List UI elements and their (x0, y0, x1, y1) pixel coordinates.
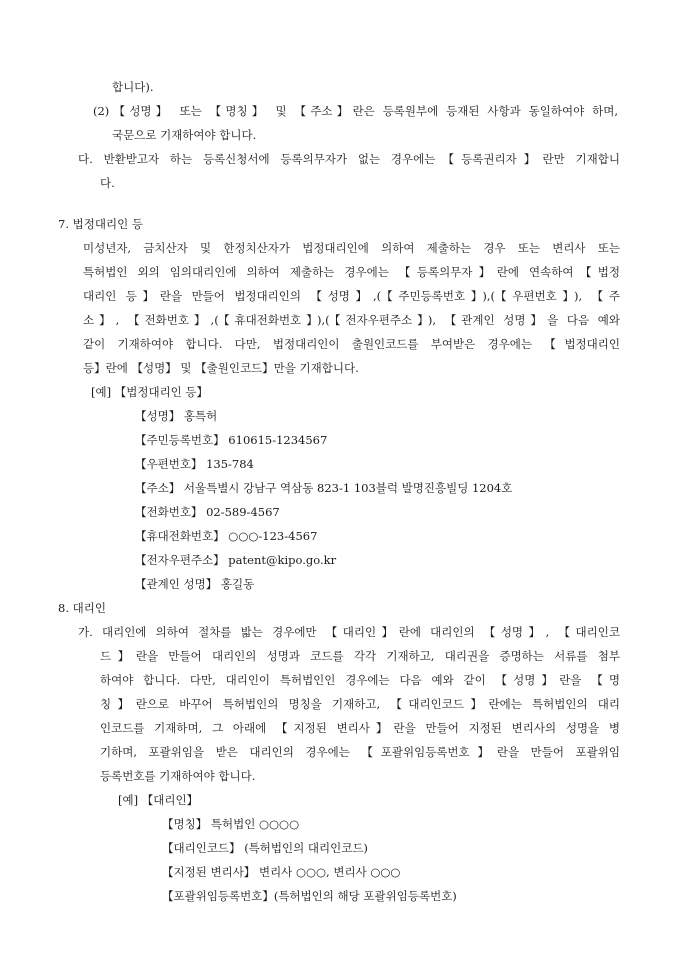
text-line: 등록번호를 기재하여야 합니다. (100, 769, 256, 783)
text-line: 합니다). (112, 80, 154, 94)
example-item: 【관계인 성명】 홍길동 (135, 577, 255, 591)
example-item: 【대리인코드】 (특허법인의 대리인코드) (162, 841, 368, 855)
text-line: 하여야 합니다. 다만, 대리인이 특허법인인 경우에는 다음 예와 같이 【성명】란을 【명 (100, 673, 620, 687)
example-item: 【휴대전화번호】 ○○○-123-4567 (135, 529, 318, 543)
text-line: 인코드를 기재하며, 그 아래에 【지정된 변리사】란을 만들어 지정된 변리사의 성명을 병 (100, 721, 620, 735)
text-line: 다. (100, 176, 115, 190)
section-heading: 7. 법정대리인 등 (58, 217, 143, 231)
example-label: [예] 【법정대리인 등】 (91, 385, 209, 399)
text-line: 소】, 【전화번호】,(【휴대전화번호】),(【전자우편주소】), 【관계인 성명】을 다음 예와 (83, 313, 620, 327)
text-line: 등】란에 【성명】 및 【출원인코드】만을 기재합니다. (83, 361, 359, 375)
text-line: 같이 기재하여야 합니다. 다만, 법정대리인이 출원인코드를 부여받은 경우에는 【법정대리인 (83, 337, 620, 351)
example-item: 【전자우편주소】 patent@kipo.go.kr (135, 553, 337, 567)
text-line: 특허법인 외의 임의대리인에 의하여 제출하는 경우에는 【등록의무자】란에 연속하여【법정 (83, 265, 620, 279)
text-line: 국문으로 기재하여야 합니다. (112, 128, 257, 142)
example-item: 【전화번호】 02-589-4567 (135, 505, 280, 519)
text-line: 칭】란으로 바꾸어 특허법인의 명칭을 기재하고, 【대리인코드】란에는 특허법인의 대리 (100, 697, 620, 711)
example-item: 【포괄위임등록번호】(특허법인의 해당 포괄위임등록번호) (162, 889, 457, 903)
text-line: 대리인 등】란을 만들어 법정대리인의 【성명】,(【주민등록번호】),(【우편번호】), 【주 (83, 289, 620, 303)
text-line: (2)【성명】 또는 【명칭】 및 【주소】란은 등록원부에 등재된 사항과 동일하여야 하며, (93, 104, 618, 118)
example-item: 【성명】 홍특허 (135, 409, 218, 423)
example-item: 【지정된 변리사】 변리사 ○○○, 변리사 ○○○ (162, 865, 401, 879)
text-line: 미성년자, 금치산자 및 한정치산자가 법정대리인에 의하여 제출하는 경우 또는 변리사 또는 (83, 241, 620, 255)
example-item: 【주소】 서울특별시 강남구 역삼동 823-1 103블럭 발명진흥빌딩 1204호 (135, 481, 513, 495)
section-heading: 8. 대리인 (58, 601, 106, 615)
text-line: 다. 반환받고자 하는 등록신청서에 등록의무자가 없는 경우에는【등록권리자】란만 기재합니 (78, 152, 620, 166)
text-line: 기하며, 포괄위임을 받은 대리인의 경우에는 【포괄위임등록번호】란을 만들어 포괄위임 (100, 745, 620, 759)
example-item: 【명칭】 특허법인 ○○○○ (162, 817, 300, 831)
text-line: 가. 대리인에 의하여 절차를 밟는 경우에만 【대리인】란에 대리인의 【성명】, 【대리인코 (78, 625, 620, 639)
example-label: [예] 【대리인】 (118, 793, 199, 807)
example-item: 【주민등록번호】 610615-1234567 (135, 433, 328, 447)
example-item: 【우편번호】 135-784 (135, 457, 254, 471)
text-line: 드】란을 만들어 대리인의 성명과 코드를 각각 기재하고, 대리권을 증명하는 서류를 첨부 (100, 649, 620, 663)
